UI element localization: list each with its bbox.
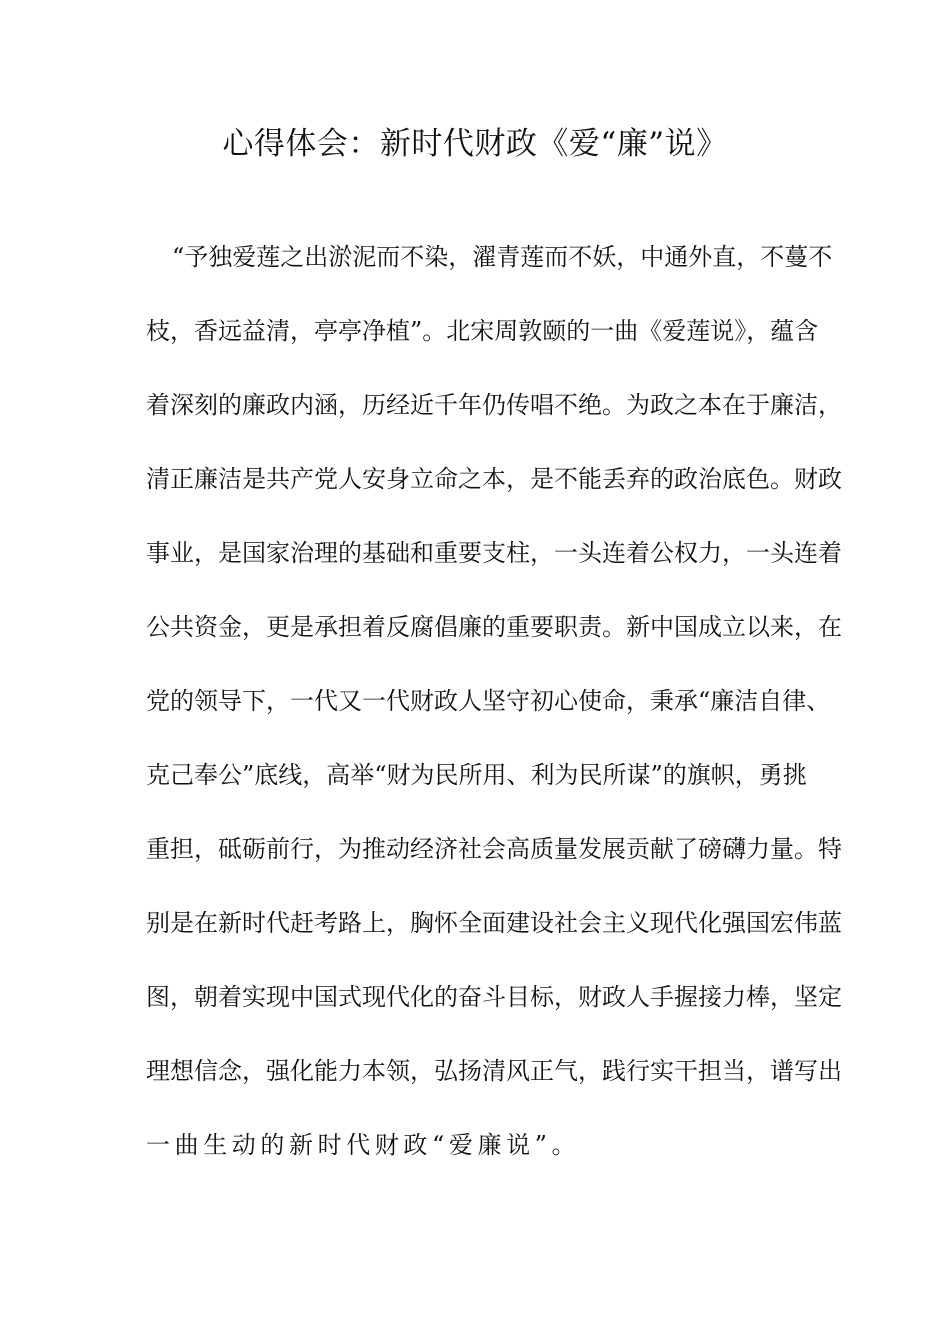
paragraph-line: 党的领导下，一代又一代财政人坚守初心使命，秉承“廉洁自律、 <box>146 687 831 715</box>
paragraph-line: 别是在新时代赶考路上，胸怀全面建设社会主义现代化强国宏伟蓝 <box>146 909 842 937</box>
paragraph-line: 重担，砥砺前行，为推动经济社会高质量发展贡献了磅礴力量。特 <box>146 835 842 863</box>
body-paragraph <box>146 238 842 1200</box>
document-title: 心得体会：新时代财政《爱“廉”说》 <box>222 126 728 162</box>
paragraph-line: 事业，是国家治理的基础和重要支柱，一头连着公权力，一头连着 <box>146 539 842 567</box>
paragraph-line: 图，朝着实现中国式现代化的奋斗目标，财政人手握接力棒，坚定 <box>146 983 842 1011</box>
paragraph-line: 清正廉洁是共产党人安身立命之本，是不能丢弃的政治底色。财政 <box>146 465 842 493</box>
paragraph-line: “予独爱莲之出淤泥而不染，濯青莲而不妖，中通外直，不蔓不 <box>172 243 833 271</box>
paragraph-line: 克己奉公”底线，高举“财为民所用、利为民所谋”的旗帜，勇挑 <box>146 761 807 789</box>
paragraph-line: 枝，香远益清，亭亭净植”。北宋周敦颐的一曲《爱莲说》，蕴含 <box>146 317 819 345</box>
paragraph-line: 公共资金，更是承担着反腐倡廉的重要职责。新中国成立以来，在 <box>146 613 842 641</box>
paragraph-line: 着深刻的廉政内涵，历经近千年仍传唱不绝。为政之本在于廉洁， <box>146 391 842 419</box>
paragraph-line: 一曲生动的新时代财政“爱廉说”。 <box>146 1131 581 1159</box>
paragraph-line: 理想信念，强化能力本领，弘扬清风正气，践行实干担当，谱写出 <box>146 1057 842 1085</box>
